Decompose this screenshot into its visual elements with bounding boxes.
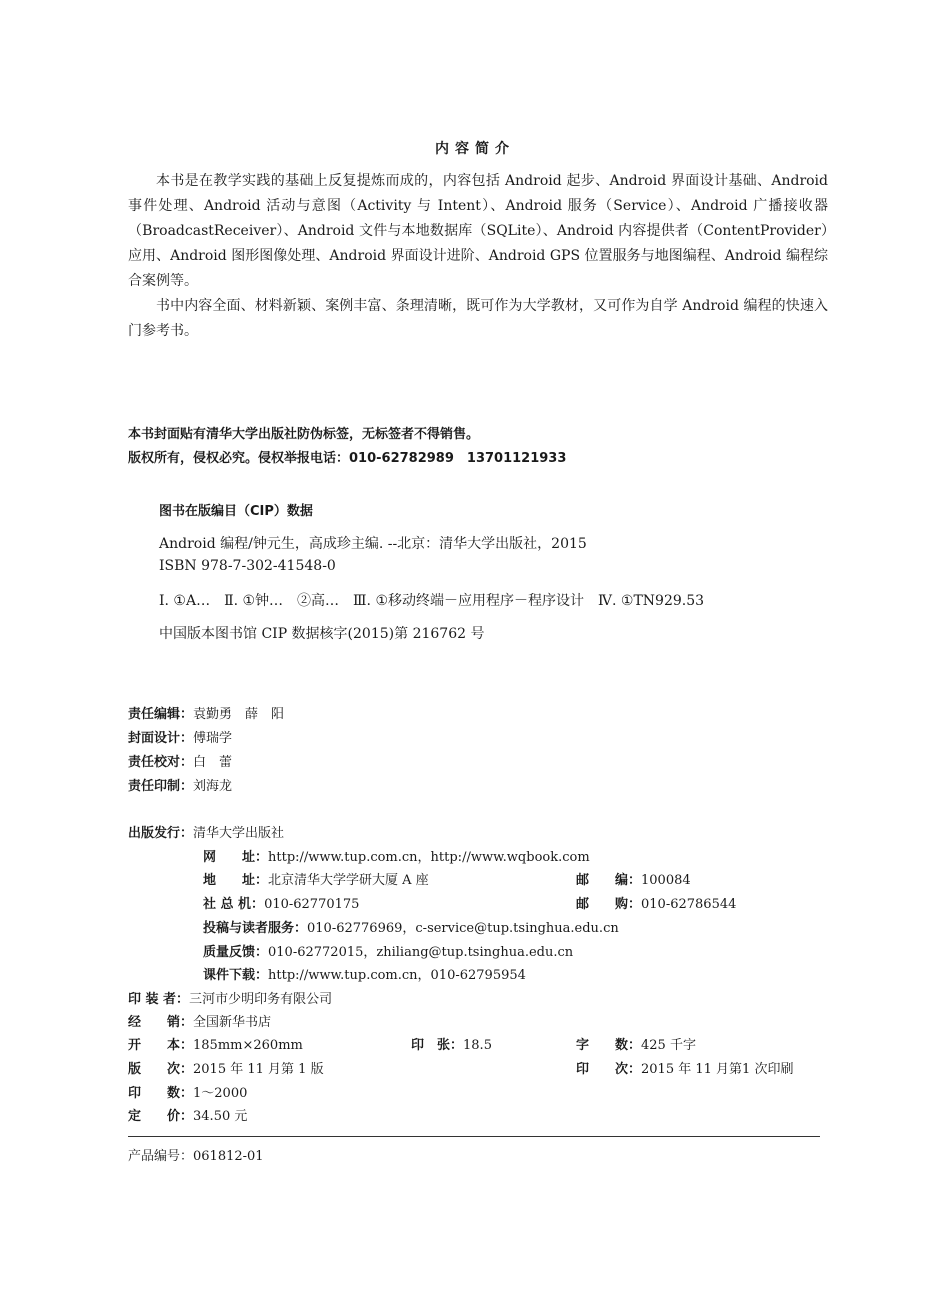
staff-row xyxy=(128,775,232,794)
publisher-name: 清华大学出版社 xyxy=(193,826,285,841)
submission-row: 投稿与读者服务：010-62776969，c-service@tup.tsinghua.edu.cn xyxy=(203,921,619,936)
publisher-row xyxy=(128,822,284,841)
switchboard-row: 社 总 机：010-62770175 xyxy=(203,897,360,912)
cip-record: 中国版本图书馆 CIP 数据核字(2015)第 216762 号 xyxy=(159,626,485,642)
website-row: 网 址：http://www.tup.com.cn，http://www.wqbook.com xyxy=(203,850,590,865)
switchboard-value: 010-62770175 xyxy=(264,897,360,912)
format-row: 开 本：185mm×260mm xyxy=(128,1038,303,1053)
printing-row: 印 次：2015 年 11 月第1 次印刷 xyxy=(576,1062,794,1077)
zip-row: 邮 编：100084 xyxy=(576,873,691,888)
copyright-notice: 版权所有，侵权必究。侵权举报电话：010-62782989 13701121933 xyxy=(128,451,567,466)
staff-label: 封面设计： xyxy=(128,731,194,746)
staff-row xyxy=(128,703,284,722)
mail-order-row: 邮 购：010-62786544 xyxy=(576,897,737,912)
price-row: 定 价：34.50 元 xyxy=(128,1109,248,1124)
address-value: 北京清华大学学研大厦 A 座 xyxy=(268,873,429,888)
copies-row: 印 数：1～2000 xyxy=(128,1086,248,1101)
printer-value: 三河市少明印务有限公司 xyxy=(189,992,333,1007)
summary-paragraph-1: 本书是在教学实践的基础上反复提炼而成的，内容包括 Android 起步、Android 界面设计基础、Android 事件处理、Android 活动与意图（Activity 与 Intent）、Android 服务（Service）、Android 广播接收器（BroadcastReceiver）、Android 文件与本地数据库（SQLite）、Android 内容提供者（ContentProvider）应用、Android 图形图像处理、Android 界面设计进阶、Android GPS 位置服务与地图编程、Android 编程综合案例等。 xyxy=(128,173,828,289)
summary-title: 内容简介 xyxy=(435,141,515,157)
address-row: 地 址：北京清华大学学研大厦 A 座 xyxy=(203,873,429,888)
printer-row: 印 装 者：三河市少明印务有限公司 xyxy=(128,992,333,1007)
word-count-value: 425 千字 xyxy=(641,1038,696,1053)
distributor-row: 经 销：全国新华书店 xyxy=(128,1015,272,1030)
staff-value: 白 蕾 xyxy=(193,755,233,770)
product-code-value: 061812-01 xyxy=(193,1149,264,1164)
staff-row xyxy=(128,751,232,770)
submission-value: 010-62776969，c-service@tup.tsinghua.edu.cn xyxy=(307,921,619,936)
word-count-row: 字 数：425 千字 xyxy=(576,1038,696,1053)
price-value: 34.50 元 xyxy=(193,1109,248,1124)
staff-label: 责任编辑： xyxy=(128,707,194,722)
anti-counterfeit-notice: 本书封面贴有清华大学出版社防伪标签，无标签者不得销售。 xyxy=(128,427,480,442)
printing-value: 2015 年 11 月第1 次印刷 xyxy=(641,1062,794,1077)
cip-heading: 图书在版编目（CIP）数据 xyxy=(159,504,313,519)
staff-value: 袁勤勇 薛 阳 xyxy=(193,707,285,722)
staff-label: 责任校对： xyxy=(128,755,194,770)
cip-isbn: ISBN 978-7-302-41548-0 xyxy=(159,558,336,574)
courseware-row: 课件下载：http://www.tup.com.cn，010-62795954 xyxy=(203,968,526,983)
staff-label: 责任印制： xyxy=(128,779,194,794)
distributor-value: 全国新华书店 xyxy=(193,1015,272,1030)
sheets-value: 18.5 xyxy=(463,1038,492,1053)
zip-value: 100084 xyxy=(641,873,691,888)
staff-value: 傅瑞学 xyxy=(193,731,233,746)
staff-row xyxy=(128,727,232,746)
divider xyxy=(128,1136,820,1137)
product-code-label: 产品编号： xyxy=(128,1149,194,1164)
summary-paragraph-2: 书中内容全面、材料新颖、案例丰富、条理清晰，既可作为大学教材，又可作为自学 Android 编程的快速入门参考书。 xyxy=(128,298,828,339)
cip-classification: Ⅰ. ①A… Ⅱ. ①钟… ②高… Ⅲ. ①移动终端－应用程序－程序设计 Ⅳ. ①TN929.53 xyxy=(159,593,705,609)
website-value: http://www.tup.com.cn，http://www.wqbook.com xyxy=(268,850,590,865)
publisher-label: 出版发行： xyxy=(128,826,194,841)
quality-value: 010-62772015，zhiliang@tup.tsinghua.edu.cn xyxy=(268,945,574,960)
sheets-row: 印 张：18.5 xyxy=(411,1038,492,1053)
edition-value: 2015 年 11 月第 1 版 xyxy=(193,1062,324,1077)
staff-value: 刘海龙 xyxy=(193,779,233,794)
mail-order-value: 010-62786544 xyxy=(641,897,737,912)
edition-row: 版 次：2015 年 11 月第 1 版 xyxy=(128,1062,324,1077)
courseware-value: http://www.tup.com.cn，010-62795954 xyxy=(268,968,526,983)
copies-value: 1～2000 xyxy=(193,1086,248,1101)
format-value: 185mm×260mm xyxy=(193,1038,303,1053)
quality-row: 质量反馈：010-62772015，zhiliang@tup.tsinghua.edu.cn xyxy=(203,945,574,960)
product-code-row xyxy=(128,1145,264,1164)
cip-line: Android 编程/钟元生，高成珍主编. --北京：清华大学出版社，2015 xyxy=(159,536,587,552)
